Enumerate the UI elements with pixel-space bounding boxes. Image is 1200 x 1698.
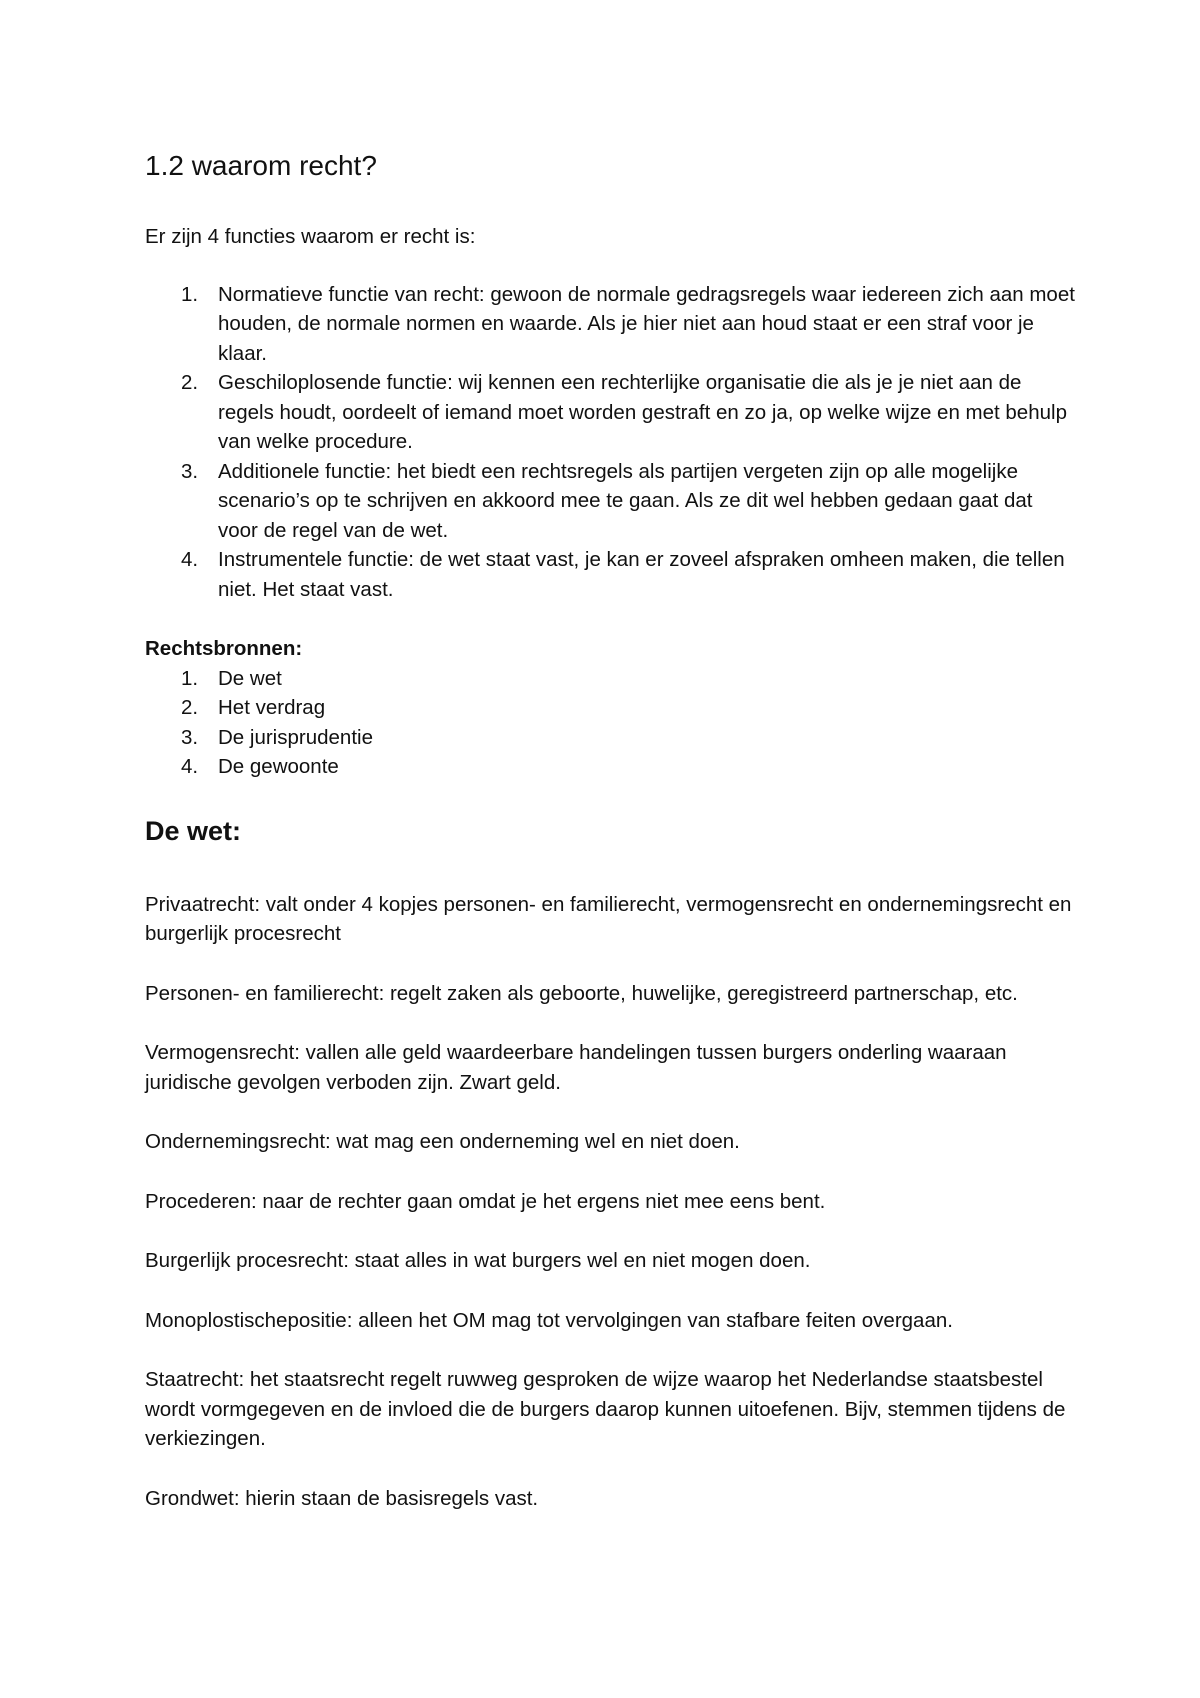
list-number: 4.	[181, 548, 199, 571]
definition-personen-familierecht: Personen- en familierecht: regelt zaken als geboorte, huwelijke, geregistreerd partnerschap, etc.	[145, 981, 1018, 1005]
list-text: Additionele functie: het biedt een rechtsregels als partijen vergeten zijn op alle mogelijke scenario’s op te schrijven en akkoord mee te gaan. Als ze dit wel hebben gedaan gaat dat voor de regel van de wet.	[218, 459, 1033, 542]
list-item	[145, 664, 1075, 694]
definition-ondernemingsrecht: Ondernemingsrecht: wat mag een onderneming wel en niet doen.	[145, 1130, 740, 1153]
sources-label: Rechtsbronnen:	[145, 637, 303, 660]
list-item	[145, 752, 1075, 782]
list-item	[145, 457, 1075, 546]
list-text: Geschiloplosende functie: wij kennen een rechterlijke organisatie die als je je niet aan de regels houdt, oordeelt of iemand moet worden gestraft en zo ja, op welke wijze en met behulp van welke procedure.	[218, 371, 1067, 453]
sources-list	[145, 664, 1075, 782]
definition-staatrecht: Staatrecht: het staatsrecht regelt ruwweg gesproken de wijze waarop het Nederlandse staatsbestel wordt vormgegeven en de invloed die de burgers daarop kunnen uitoefenen. Bijv, stemmen tijdens de verkiezingen.	[145, 1368, 1066, 1450]
list-text: De wet	[218, 666, 282, 690]
list-item	[145, 545, 1075, 604]
list-item	[145, 368, 1075, 457]
list-number: 2.	[181, 696, 199, 719]
list-text: Instrumentele functie: de wet staat vast, je kan er zoveel afspraken omheen maken, die tellen niet. Het staat vast.	[218, 548, 1065, 601]
list-number: 4.	[181, 755, 199, 778]
definition-burgerlijk-procesrecht: Burgerlijk procesrecht: staat alles in wat burgers wel en niet mogen doen.	[145, 1249, 811, 1272]
list-text: Normatieve functie van recht: gewoon de normale gedragsregels waar iedereen zich aan moet houden, de normale normen en waarde. Als je hier niet aan houd staat er een straf voor je klaar.	[218, 282, 1075, 365]
list-number: 3.	[181, 459, 199, 483]
definition-privaatrecht: Privaatrecht: valt onder 4 kopjes personen- en familierecht, vermogensrecht en ondernemingsrecht en burgerlijk procesrecht	[145, 892, 1072, 945]
definition-grondwet: Grondwet: hierin staan de basisregels vast.	[145, 1486, 539, 1510]
list-number: 2.	[181, 371, 199, 394]
section-title: 1.2 waarom recht?	[145, 150, 377, 181]
list-item	[145, 693, 1075, 723]
definition-vermogensrecht: Vermogensrecht: vallen alle geld waardeerbare handelingen tussen burgers onderling waaraan juridische gevolgen verboden zijn. Zwart geld.	[145, 1041, 1007, 1094]
list-number: 3.	[181, 725, 199, 749]
list-text: Het verdrag	[218, 696, 326, 719]
list-item	[145, 280, 1075, 369]
intro-text: Er zijn 4 functies waarom er recht is:	[145, 225, 476, 248]
list-text: De jurisprudentie	[218, 725, 373, 749]
definition-procederen: Procederen: naar de rechter gaan omdat je het ergens niet mee eens bent.	[145, 1189, 826, 1213]
list-text: De gewoonte	[218, 755, 339, 778]
document-content	[145, 148, 1075, 1543]
wet-heading: De wet:	[145, 815, 242, 846]
list-item	[145, 723, 1075, 753]
definition-monoplostischepositie: Monoplostischepositie: alleen het OM mag tot vervolgingen van stafbare feiten overgaan.	[145, 1308, 953, 1332]
list-number: 1.	[181, 666, 199, 690]
list-number: 1.	[181, 282, 199, 306]
functions-list	[145, 280, 1075, 605]
